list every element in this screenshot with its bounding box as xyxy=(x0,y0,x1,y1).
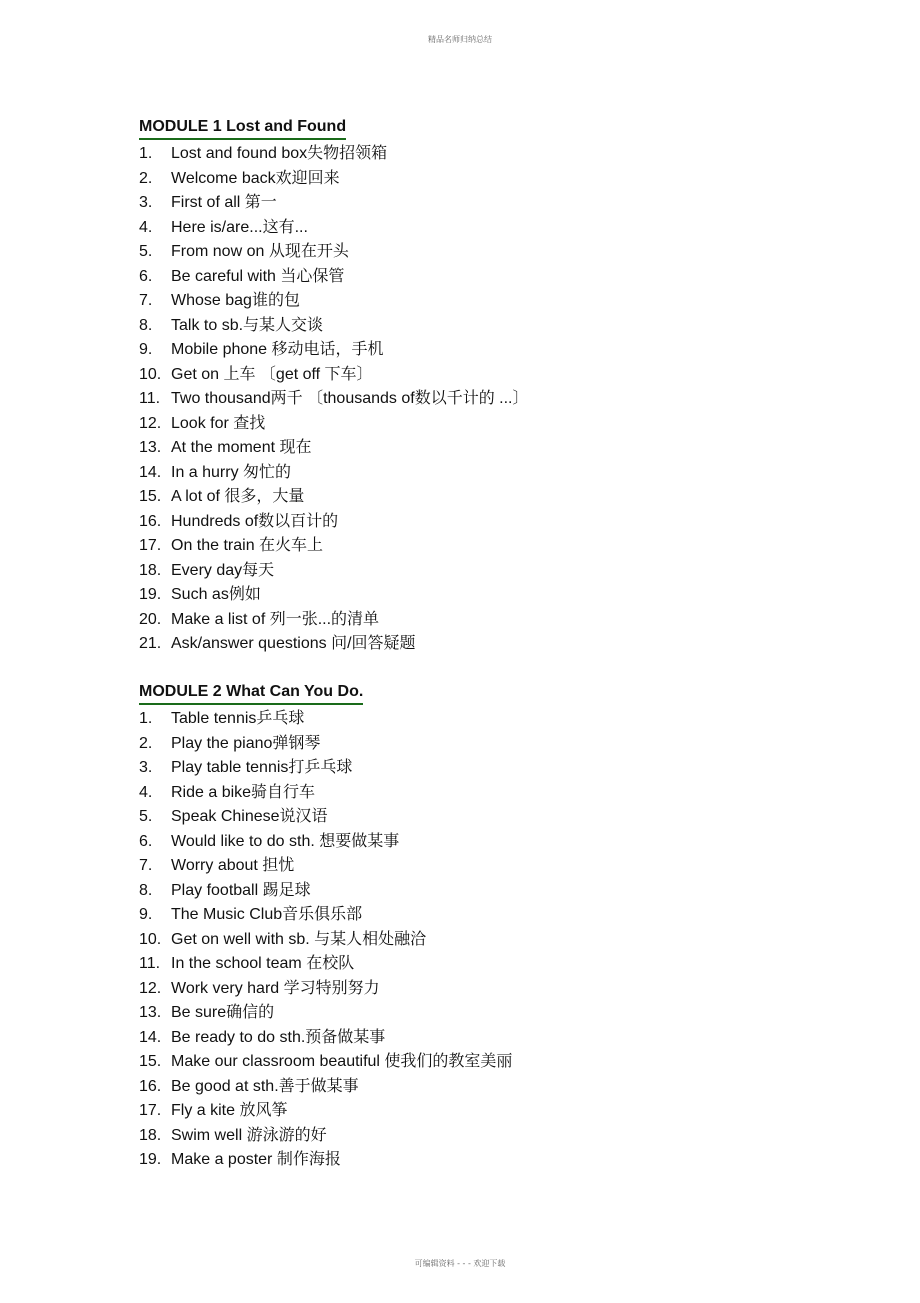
item-number: 19. xyxy=(139,1151,162,1168)
page-footer: 可编辑资料 - - - 欢迎下载 xyxy=(414,1259,506,1268)
item-text: Whose bag谁的包 xyxy=(171,292,300,309)
list-item xyxy=(139,952,839,977)
item-text: Table tennis乒乓球 xyxy=(171,710,305,727)
item-text: On the train 在火车上 xyxy=(171,537,324,554)
item-text: First of all 第一 xyxy=(171,194,277,211)
item-text: Hundreds of数以百计的 xyxy=(171,512,339,530)
list-item xyxy=(139,879,839,904)
item-number: 9. xyxy=(139,906,153,923)
item-text: Such as例如 xyxy=(171,586,261,603)
list-item xyxy=(139,608,839,633)
list-item xyxy=(139,854,839,879)
item-text: From now on 从现在开头 xyxy=(171,243,349,260)
item-text: Mobile phone 移动电话，手机 xyxy=(171,341,384,358)
item-text: In a hurry 匆忙的 xyxy=(171,463,292,481)
item-number: 13. xyxy=(139,1004,162,1021)
list-item xyxy=(139,412,839,437)
item-text: Get on 上车 〔get off 下车〕 xyxy=(171,365,373,383)
item-number: 4. xyxy=(139,783,153,801)
item-number: 17. xyxy=(139,1102,162,1119)
list-item xyxy=(139,510,839,535)
list-item xyxy=(139,485,839,510)
list-item xyxy=(139,977,839,1002)
page-header: 精品名师归纳总结 xyxy=(428,35,492,44)
list-item xyxy=(139,387,839,412)
list-item xyxy=(139,1050,839,1075)
item-text: Play table tennis打乒乓球 xyxy=(171,759,353,776)
item-number: 1. xyxy=(139,710,153,727)
item-number: 21. xyxy=(139,635,162,652)
list-item xyxy=(139,732,839,757)
list-item xyxy=(139,216,839,241)
list-item xyxy=(139,142,839,167)
list-item xyxy=(139,1026,839,1051)
item-number: 19. xyxy=(139,586,162,603)
item-number: 18. xyxy=(139,561,162,579)
item-number: 5. xyxy=(139,808,153,825)
module-2-list xyxy=(139,707,839,1173)
item-number: 8. xyxy=(139,881,153,899)
item-text: Worry about 担忧 xyxy=(171,857,295,874)
list-item xyxy=(139,830,839,855)
item-text: Two thousand两千 〔thousands of数以千计的 ...〕 xyxy=(171,390,529,407)
item-number: 18. xyxy=(139,1126,162,1144)
list-item xyxy=(139,903,839,928)
item-text: Work very hard 学习特别努力 xyxy=(171,979,380,997)
list-item xyxy=(139,167,839,192)
item-text: Welcome back欢迎回来 xyxy=(171,169,340,187)
item-text: Fly a kite 放风筝 xyxy=(171,1102,288,1119)
item-text: At the moment 现在 xyxy=(171,439,312,456)
item-number: 2. xyxy=(139,734,153,752)
list-item xyxy=(139,240,839,265)
item-text: Lost and found box失物招领箱 xyxy=(171,145,388,162)
item-number: 12. xyxy=(139,414,162,432)
item-text: Speak Chinese说汉语 xyxy=(171,808,328,825)
item-text: The Music Club音乐俱乐部 xyxy=(171,906,363,923)
list-item xyxy=(139,707,839,732)
list-item xyxy=(139,1148,839,1173)
item-text: Be sure确信的 xyxy=(171,1004,275,1021)
list-item xyxy=(139,781,839,806)
item-number: 14. xyxy=(139,1028,162,1046)
item-text: Be good at sth.善于做某事 xyxy=(171,1077,359,1095)
list-item xyxy=(139,289,839,314)
item-text: Make a poster 制作海报 xyxy=(171,1151,341,1168)
item-number: 15. xyxy=(139,488,162,505)
module-1-list xyxy=(139,142,839,657)
item-text: Swim well 游泳游的好 xyxy=(171,1126,327,1144)
list-item xyxy=(139,1124,839,1149)
item-text: Ask/answer questions 问/回答疑题 xyxy=(171,635,416,652)
list-item xyxy=(139,928,839,953)
list-item xyxy=(139,583,839,608)
item-text: Be ready to do sth.预备做某事 xyxy=(171,1028,386,1046)
module-2-title: MODULE 2 What Can You Do. xyxy=(139,681,363,705)
list-item xyxy=(139,338,839,363)
list-item xyxy=(139,314,839,339)
item-number: 9. xyxy=(139,341,153,358)
item-number: 13. xyxy=(139,439,162,456)
module-1-title: MODULE 1 Lost and Found xyxy=(139,116,346,140)
item-text: Play the piano弹钢琴 xyxy=(171,734,321,752)
item-number: 10. xyxy=(139,930,162,948)
module-1-section xyxy=(139,116,839,657)
item-text: In the school team 在校队 xyxy=(171,955,355,972)
item-number: 6. xyxy=(139,832,153,850)
item-number: 7. xyxy=(139,857,153,874)
list-item xyxy=(139,559,839,584)
item-text: A lot of 很多，大量 xyxy=(171,488,305,505)
item-number: 10. xyxy=(139,365,162,383)
item-number: 3. xyxy=(139,759,153,776)
item-number: 1. xyxy=(139,145,153,162)
list-item xyxy=(139,1075,839,1100)
item-text: Get on well with sb. 与某人相处融洽 xyxy=(171,930,427,948)
item-text: Here is/are...这有... xyxy=(171,218,308,236)
item-number: 5. xyxy=(139,243,153,260)
item-number: 4. xyxy=(139,218,153,236)
item-text: Ride a bike骑自行车 xyxy=(171,783,316,801)
list-item xyxy=(139,265,839,290)
list-item xyxy=(139,461,839,486)
item-text: Make a list of 列一张...的清单 xyxy=(171,610,380,628)
list-item xyxy=(139,436,839,461)
item-text: Make our classroom beautiful 使我们的教室美丽 xyxy=(171,1053,513,1070)
item-number: 12. xyxy=(139,979,162,997)
item-number: 2. xyxy=(139,169,153,187)
item-number: 3. xyxy=(139,194,153,211)
item-number: 8. xyxy=(139,316,153,334)
item-number: 16. xyxy=(139,1077,162,1095)
list-item xyxy=(139,1099,839,1124)
item-number: 17. xyxy=(139,537,162,554)
item-number: 7. xyxy=(139,292,153,309)
item-text: Every day每天 xyxy=(171,561,275,579)
list-item xyxy=(139,534,839,559)
item-number: 6. xyxy=(139,267,153,285)
item-text: Be careful with 当心保管 xyxy=(171,267,345,285)
module-2-section xyxy=(139,681,839,1173)
item-number: 15. xyxy=(139,1053,162,1070)
item-number: 16. xyxy=(139,512,162,530)
list-item xyxy=(139,756,839,781)
item-number: 11. xyxy=(139,390,161,407)
item-number: 20. xyxy=(139,610,162,628)
list-item xyxy=(139,1001,839,1026)
item-text: Look for 查找 xyxy=(171,414,266,432)
list-item xyxy=(139,363,839,388)
item-text: Play football 踢足球 xyxy=(171,881,311,899)
list-item xyxy=(139,191,839,216)
item-number: 11. xyxy=(139,955,161,972)
item-text: Talk to sb.与某人交谈 xyxy=(171,316,324,334)
list-item xyxy=(139,805,839,830)
item-number: 14. xyxy=(139,463,162,481)
list-item xyxy=(139,632,839,657)
item-text: Would like to do sth. 想要做某事 xyxy=(171,832,400,850)
